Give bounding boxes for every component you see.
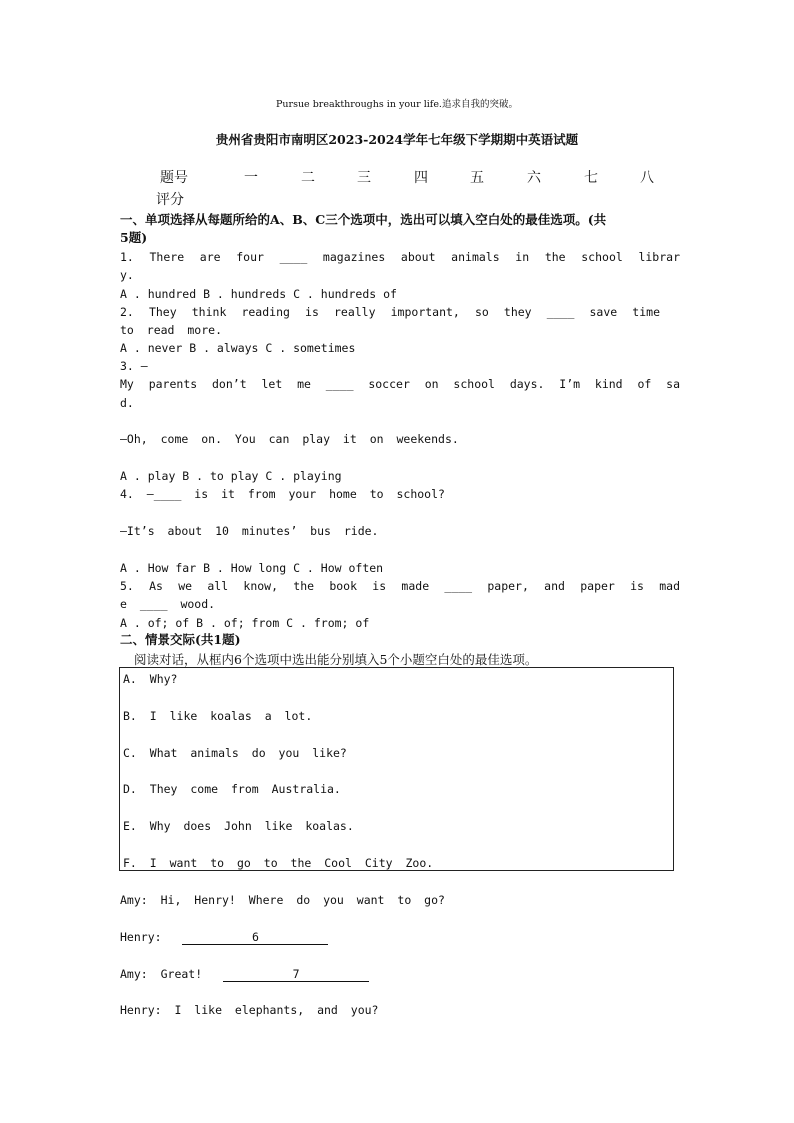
score-table-label-score: 评分 [156,192,184,208]
box-option: A. Why? [123,672,178,686]
question-5-text-cont: e ____ wood. [120,597,216,611]
dialogue-line [120,930,328,945]
score-table-column: 七 [584,170,598,186]
box-option: D. They come from Australia. [123,782,341,796]
question-5-options: A . of; of B . of; from C . from; of [120,616,370,630]
score-table-column: 八 [640,170,654,186]
header-motto: Pursue breakthroughs in your life.追求自我的突破。 [276,99,518,110]
section1-heading: 一、单项选择从每题所给的A、B、C三个选项中，选出可以填入空白处的最佳选项。(共 [120,212,607,227]
question-3-number: 3. — [120,359,148,373]
answer-blank[interactable]: 7 [223,968,369,982]
section2-instruction: 阅读对话，从框内6个选项中选出能分别填入5个小题空白处的最佳选项。 [134,652,538,667]
question-3-reply: —Oh, come on. You can play it on weekends. [120,432,459,446]
box-option: C. What animals do you like? [123,746,347,760]
question-2-text: 2. They think reading is really important, so they ____ save time [120,305,660,319]
score-table-column: 四 [414,170,428,186]
question-3-text-cont: d. [120,396,134,410]
score-table-label-number: 题号 [160,170,188,186]
question-1-text: 1. There are four ____ magazines about animals in the school librar [120,250,680,264]
question-2-options: A . never B . always C . sometimes [120,341,356,355]
question-4-options: A . How far B . How long C . How often [120,561,384,575]
score-table-column: 五 [470,170,484,186]
score-table-score-row [156,189,676,211]
question-5-text: 5. As we all know, the book is made ____ paper, and paper is mad [120,579,680,593]
score-table-column: 三 [357,170,371,186]
question-2-text-cont: to read more. [120,323,223,337]
question-4-text: 4. —____ is it from your home to school? [120,487,445,501]
dialogue-line [120,1003,378,1017]
dialogue-speaker: Henry: [120,930,162,944]
answer-blank[interactable]: 6 [182,931,328,945]
score-table-column: 二 [301,170,315,186]
options-box [119,667,674,871]
score-table-column: 一 [244,170,258,186]
dialogue-text: Amy: Great! [120,967,203,981]
document-title: 贵州省贵阳市南明区2023-2024学年七年级下学期期中英语试题 [215,132,579,147]
question-4-reply: —It’s about 10 minutes’ bus ride. [120,524,379,538]
section1-heading-cont: 5题) [120,230,148,245]
score-table [156,167,676,211]
question-1-options: A . hundred B . hundreds C . hundreds of [120,287,397,301]
dialogue-line [120,967,369,982]
box-option: E. Why does John like koalas. [123,819,354,833]
box-option: B. I like koalas a lot. [123,709,313,723]
question-3-options: A . play B . to play C . playing [120,469,342,483]
dialogue-line [120,893,445,907]
question-3-text: My parents don’t let me ____ soccer on school days. I’m kind of sa [120,377,680,391]
dialogue-text: Henry: I like elephants, and you? [120,1003,379,1017]
dialogue-text: Amy: Hi, Henry! Where do you want to go? [120,893,445,907]
score-table-header-row [156,167,676,189]
box-option: F. I want to go to the Cool City Zoo. [123,856,434,870]
section2-heading: 二、情景交际(共1题) [120,632,241,647]
question-1-text-cont: y. [120,268,134,282]
score-table-column: 六 [527,170,541,186]
